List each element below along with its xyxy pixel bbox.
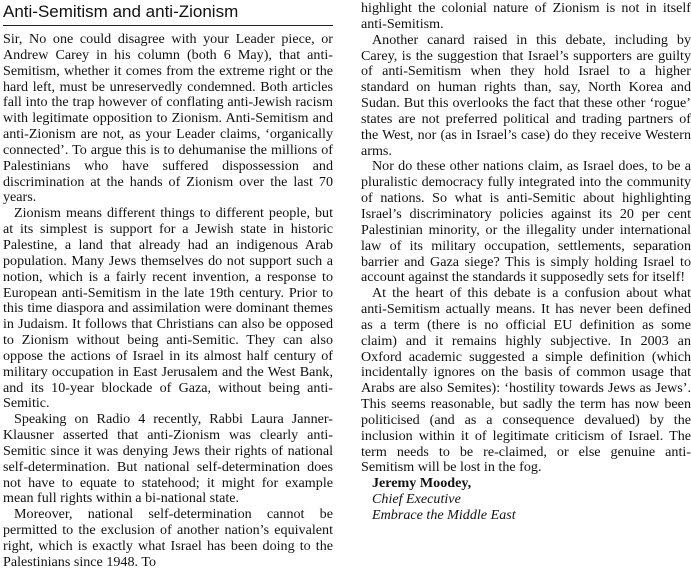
paragraph-6: Another canard raised in this debate, including by Carey, is the suggestion that Israel’s supporters are guilty of anti-Semitism when they hold Israel to a higher standard on human rights than, say, North Korea and Sudan. But this overlooks the fact that these other ‘rogue’ states are not preferred political and trading partners of the West, nor (as in Israel’s case) do they receive Western arms. xyxy=(361,31,691,159)
paragraph-7: Nor do these other nations claim, as Israel does, to be a pluralistic democracy fully integrated into the community of nations. So what is anti-Semitic about highlighting Israel’s discriminatory policies against its 20 per cent Palestinian minority, or the illegality under international law of its military occupation, settlements, separation barrier and Gaza siege? This is simply holding Israel to account against the standards it supposedly sets for itself! xyxy=(361,158,691,286)
paragraph-8: At the heart of this debate is a confusion about what anti-Semitism actually means. It has never been defined as a term (there is no official EU definition as some claim) and it remains highly subjective. In 2003 an Oxford academic suggested a simple definition (which incidentally ignores on the basis of common usage that Arabs are also Semites): ‘hostility towards Jews as Jews’. This seems reasonable, but sadly the term has now been politicised (and as a consequence devalued) by the inclusion within it of legitimate criticism of Israel. The term needs to be re-claimed, or else genuine anti-Semitism will be lost in the fog. xyxy=(361,285,691,476)
left-column xyxy=(3,0,333,570)
letter-title: Anti-Semitism and anti-Zionism xyxy=(3,2,239,21)
signature-role: Chief Executive xyxy=(372,491,461,508)
signature-name: Jeremy Moodey, xyxy=(372,475,472,492)
paragraph-5: highlight the colonial nature of Zionism is not in itself anti-Semitism. xyxy=(361,0,691,32)
left-column-body xyxy=(3,32,333,571)
right-column-body xyxy=(361,1,691,524)
title-rule xyxy=(3,25,333,26)
signature-block xyxy=(361,476,691,524)
paragraph-3: Speaking on Radio 4 recently, Rabbi Laura Janner-Klausner asserted that anti-Zionism was clearly anti-Semitic since it was denying Jews their rights of national self-determination. But national self-determination does not have to equate to statehood; it might for example mean full rights within a bi-national state. xyxy=(3,411,333,507)
signature-organisation: Embrace the Middle East xyxy=(372,507,516,523)
paragraph-1: Sir, No one could disagree with your Leader piece, or Andrew Carey in his column (both 6 May), that anti-Semitism, whether it comes from the extreme right or the hard left, must be unreservedly condemned. Both articles fall into the trap however of conflating anti-Jewish racism with legitimate opposition to Zionism. Anti-Semitism and anti-Zionism are not, as your Leader claims, ‘organically connected’. To argue this is to dehumanise the millions of Palestinians who have suffered dispossession and discrimination at the hands of Zionism over the last 70 years. xyxy=(3,31,333,206)
paragraph-2: Zionism means different things to different people, but at its simplest is support for a Jewish state in historic Palestine, a land that already had an indigenous Arab population. Many Jews themselves do not support such a notion, which is a fairly recent invention, a response to European anti-Semitism in the late 19th century. Prior to this time diaspora and assimilation were dominant themes in Judaism. It follows that Christians can also be opposed to Zionism without being anti-Semitic. They can also oppose the actions of Israel in its almost half century of military occupation in East Jerusalem and the West Bank, and its 10-year blockade of Gaza, without being anti-Semitic. xyxy=(3,205,333,412)
paragraph-4: Moreover, national self-determination cannot be permitted to the exclusion of another nation’s equivalent right, which is exactly what Israel has been doing to the Palestinians since 1948. To xyxy=(3,506,333,570)
